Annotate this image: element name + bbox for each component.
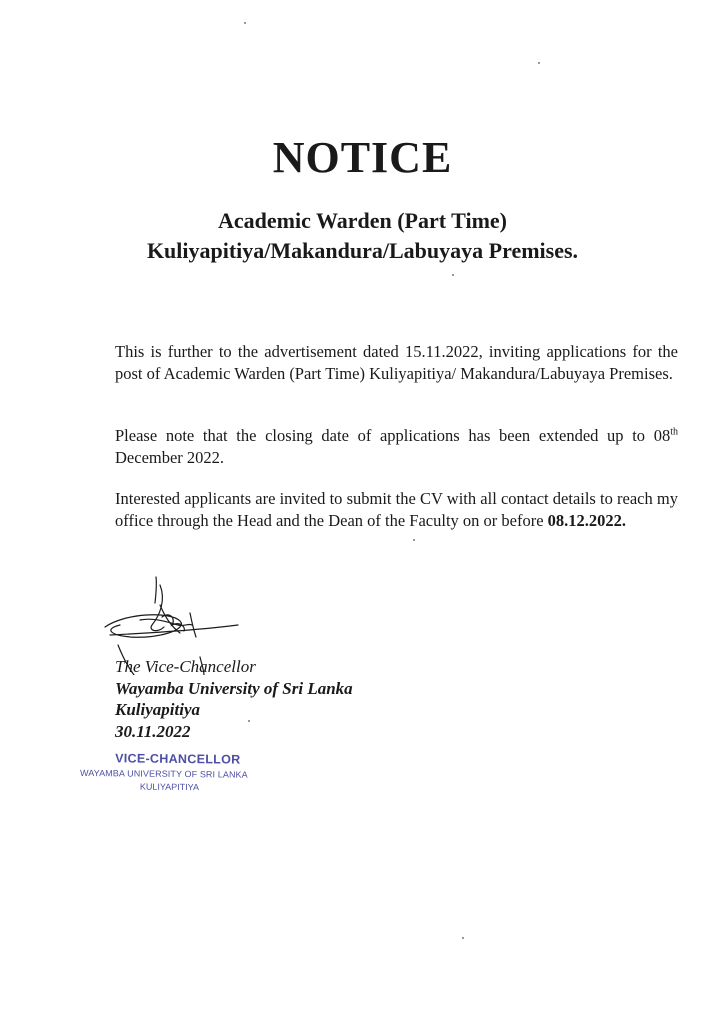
signatory-title: The Vice-Chancellor: [115, 657, 256, 676]
paragraph-submission-instructions: [115, 488, 678, 532]
paragraph-closing-date-text: Please note that the closing date of applications has been extended up to 08: [115, 426, 671, 445]
notice-subtitle-premises: Kuliyapitiya/Makandura/Labuyaya Premises.: [146, 238, 579, 263]
stamp-university: WAYAMBA UNIVERSITY OF SRI LANKA: [79, 767, 248, 780]
scan-speck: [413, 539, 415, 541]
signatory-organization: Wayamba University of Sri Lanka: [115, 678, 353, 698]
scan-speck: [248, 720, 250, 722]
paragraph-submission-text: Interested applicants are invited to submit the CV with all contact details to reach my office through the Head and the Dean of the Faculty on or before: [115, 489, 678, 530]
notice-title: NOTICE: [272, 133, 453, 182]
official-stamp: [80, 751, 280, 793]
ordinal-suffix: th: [670, 426, 678, 438]
stamp-location: KULIYAPITIYA: [139, 781, 200, 793]
stamp-title: VICE-CHANCELLOR: [115, 751, 241, 767]
submission-deadline: 08.12.2022.: [547, 511, 627, 530]
scan-speck: [538, 62, 540, 64]
paragraph-advertisement-reference: This is further to the advertisement dated 15.11.2022, inviting applications for the post of Academic Warden (Part Time) Kuliyapitiya/ Makandura/Labuyaya Premises.: [115, 342, 678, 383]
notice-subtitle-position: Academic Warden (Part Time): [217, 208, 507, 233]
scan-speck: [462, 937, 464, 939]
signatory-place: Kuliyapitiya: [115, 700, 200, 719]
scan-speck: [244, 22, 246, 24]
paragraph-closing-date-end: December 2022.: [115, 448, 225, 467]
paragraph-closing-date-extension: [115, 425, 678, 469]
scan-speck: [452, 274, 454, 276]
signatory-block: [115, 656, 353, 742]
signature-date: 30.11.2022: [115, 721, 191, 741]
